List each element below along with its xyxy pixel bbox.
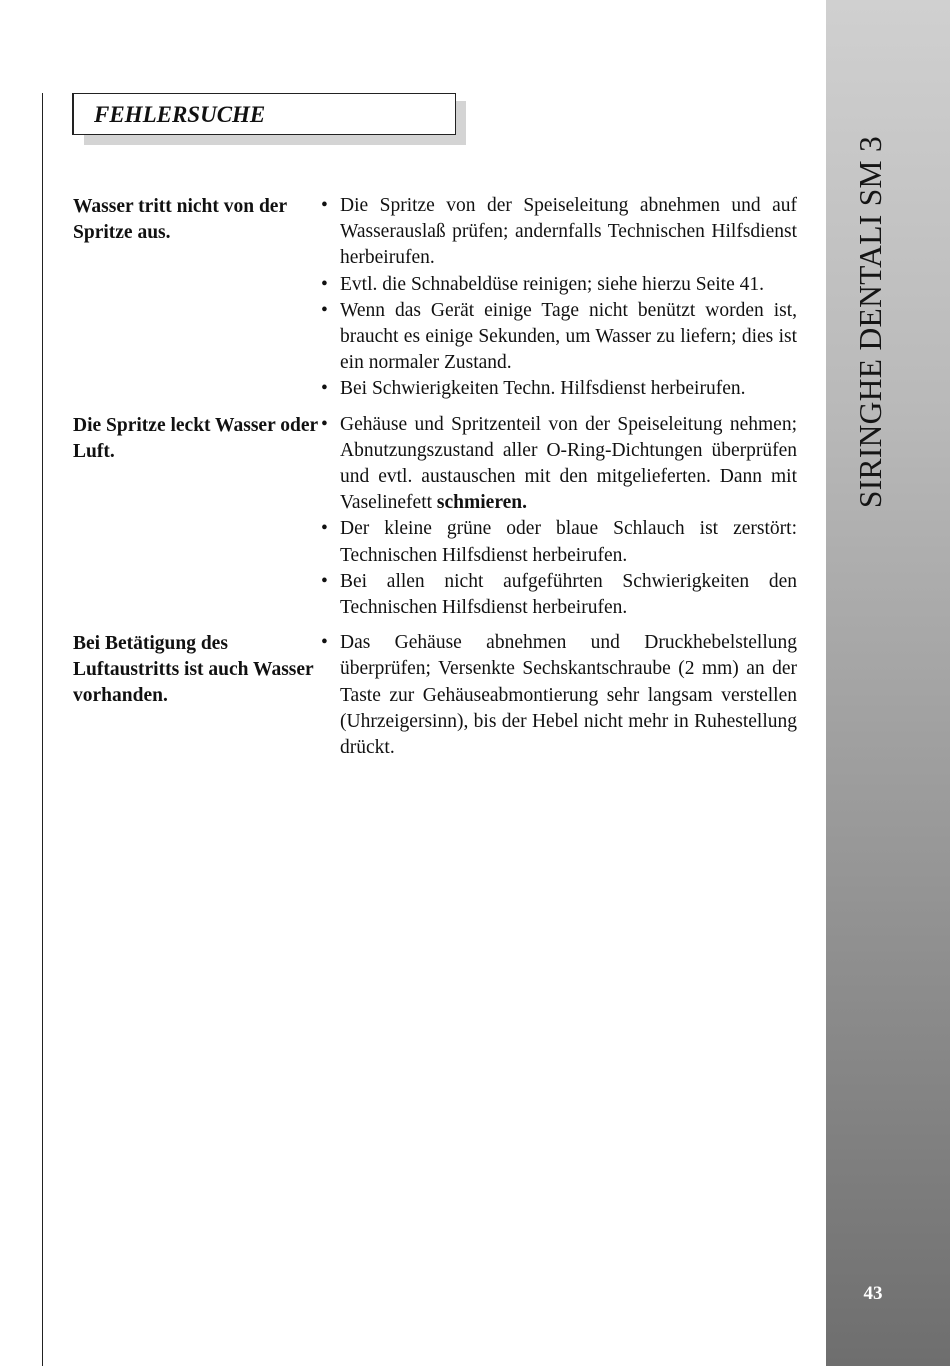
solution-item: • Evtl. die Schnabeldüse reinigen; siehe hierzu Seite 41. (318, 272, 797, 298)
problem-label: Bei Betätigung des Luftaustritts ist auch Wasser vorhanden. (73, 633, 314, 707)
page-number: 43 (863, 1283, 883, 1304)
solution-list (318, 630, 797, 761)
solution-list (318, 412, 797, 622)
solution-item: • Der kleine grüne oder blaue Schlauch ist zerstört: Technischen Hilfsdienst herbeirufen. (318, 516, 797, 568)
troubleshooting-entry (73, 630, 797, 761)
solution-item (318, 412, 797, 517)
solution-item: • Bei Schwierigkeiten Techn. Hilfsdienst herbeirufen. (318, 376, 797, 402)
section-title: FEHLERSUCHE (72, 93, 456, 135)
solution-list (318, 193, 797, 403)
troubleshooting-entry (73, 412, 797, 622)
solution-item: • Das Gehäuse abnehmen und Druckhebelstellung überprüfen; Versenkte Sechskantschraube (2 mm) an der Taste zur Gehäuseabmontierung sehr langsam verstellen (Uhrzeigersinn), bis der Hebel nicht mehr in Ruhestellung drückt. (318, 630, 797, 761)
problem-label: Die Spritze leckt Wasser oder Luft. (73, 414, 318, 462)
solution-item: • Wenn das Gerät einige Tage nicht benützt worden ist, braucht es einige Sekunden, um Wasser zu liefern; dies ist ein normaler Zustand. (318, 298, 797, 377)
solution-item: • Bei allen nicht aufgeführten Schwierigkeiten den Technischen Hilfsdienst herbeirufen. (318, 569, 797, 621)
left-margin-rule (42, 93, 43, 1366)
troubleshooting-entry (73, 193, 797, 403)
solution-emphasis: schmieren. (436, 492, 528, 514)
solution-item: • Die Spritze von der Speiseleitung abnehmen und auf Wasserauslaß prüfen; andernfalls Technischen Hilfsdienst herbeirufen. (318, 193, 797, 272)
troubleshooting-list (73, 193, 797, 770)
sidebar-title: SIRINGHE DENTALI SM 3 (853, 135, 888, 509)
solution-text: Gehäuse und Spritzenteil von der Speiseleitung nehmen; Abnutzungszustand aller O-Ring-Dichtungen überprüfen und evtl. austauschen mit den mitgelieferten. Dann mit Vaselinefett (340, 413, 797, 514)
problem-label: Wasser tritt nicht von der Spritze aus. (73, 196, 287, 243)
